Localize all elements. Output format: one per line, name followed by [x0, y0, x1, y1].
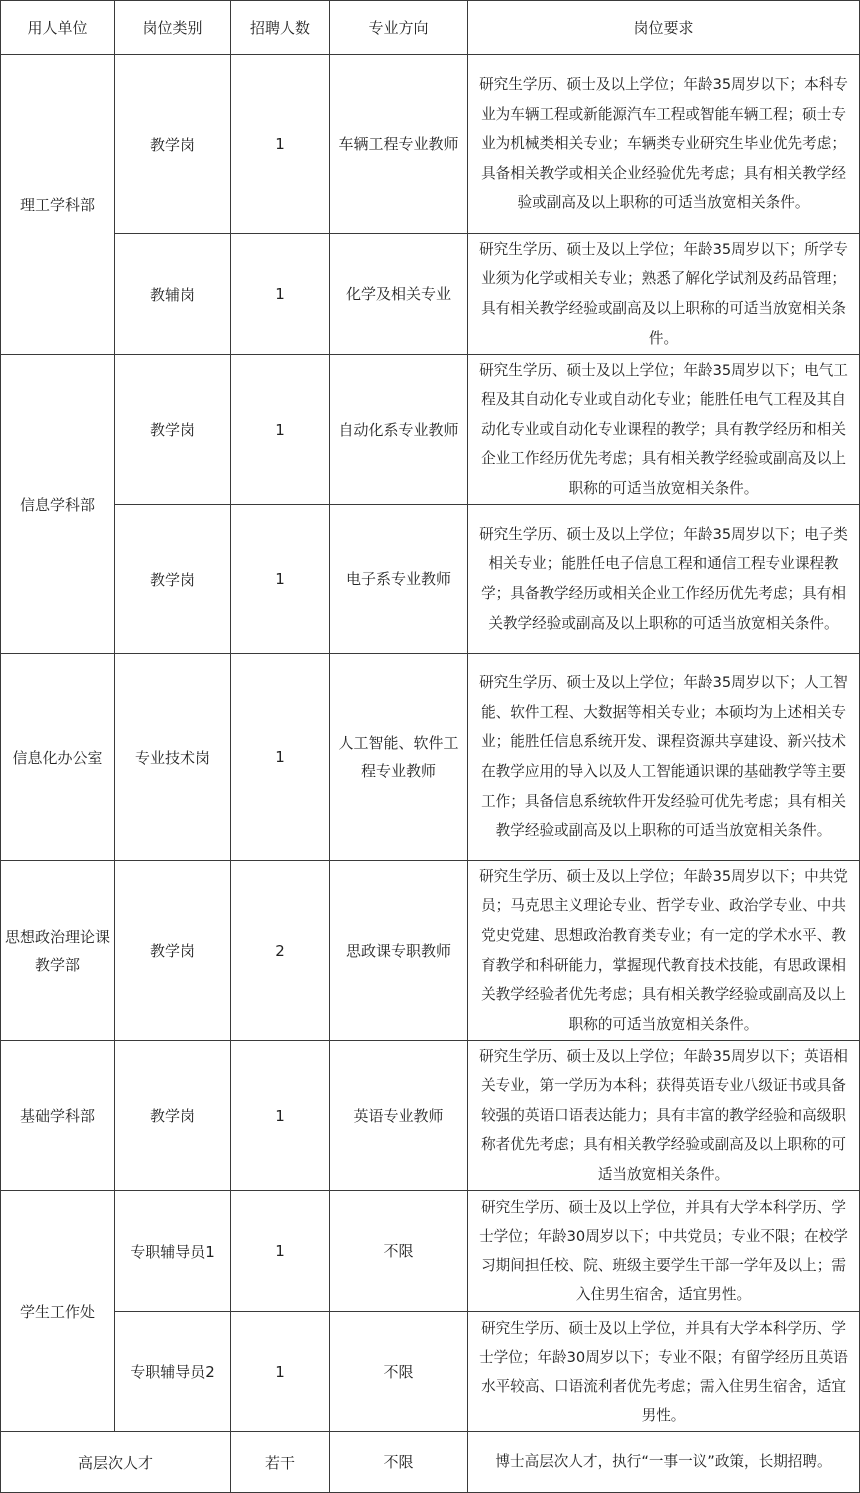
- category-cell: 教学岗: [115, 861, 231, 1041]
- category-cell: 教学岗: [115, 505, 231, 654]
- direction-cell: 车辆工程专业教师: [330, 55, 468, 234]
- direction-cell: 英语专业教师: [330, 1041, 468, 1191]
- requirement-cell: 研究生学历、硕士及以上学位；年龄35周岁以下；人工智能、软件工程、大数据等相关专业；本硕均为上述相关专业；能胜任信息系统开发、课程资源共享建设、新兴技术在教学应用的导入以及人工智能通识课的基础教学等主要工作；具备信息系统软件开发经验可优先考虑；具有相关教学经验或副高及以上职称的可适当放宽相关条件。: [468, 654, 860, 861]
- category-cell: 专业技术岗: [115, 654, 231, 861]
- table-row: [1, 1432, 860, 1493]
- direction-cell: 思政课专职教师: [330, 861, 468, 1041]
- direction-cell: 电子系专业教师: [330, 505, 468, 654]
- count-cell: 1: [231, 1191, 330, 1312]
- unit-cell: 理工学科部: [1, 55, 115, 355]
- unit-cell: 信息化办公室: [1, 654, 115, 861]
- direction-cell: 自动化系专业教师: [330, 355, 468, 505]
- count-cell: 2: [231, 861, 330, 1041]
- table-row: [1, 1191, 860, 1312]
- requirement-cell: 研究生学历、硕士及以上学位；年龄35周岁以下；中共党员；马克思主义理论专业、哲学专业、政治学专业、中共党史党建、思想政治教育类专业；有一定的学术水平、教育教学和科研能力，掌握现代教育技术技能，有思政课相关教学经验者优先考虑；具有相关教学经验或副高及以上职称的可适当放宽相关条件。: [468, 861, 860, 1041]
- table-row: [1, 505, 860, 654]
- header-requirement: 岗位要求: [468, 1, 860, 55]
- count-cell: 1: [231, 234, 330, 355]
- count-cell: 1: [231, 654, 330, 861]
- unit-cell: 基础学科部: [1, 1041, 115, 1191]
- table-row: [1, 1041, 860, 1191]
- category-cell: 教辅岗: [115, 234, 231, 355]
- requirement-cell: 研究生学历、硕士及以上学位，并具有大学本科学历、学士学位；年龄30周岁以下；中共党员；专业不限；在校学习期间担任校、院、班级主要学生干部一学年及以上；需入住男生宿舍，适宜男性。: [468, 1191, 860, 1312]
- direction-cell: 化学及相关专业: [330, 234, 468, 355]
- header-direction: 专业方向: [330, 1, 468, 55]
- header-count: 招聘人数: [231, 1, 330, 55]
- requirement-cell: 研究生学历、硕士及以上学位；年龄35周岁以下；英语相关专业，第一学历为本科；获得英语专业八级证书或具备较强的英语口语表达能力；具有丰富的教学经验和高级职称者优先考虑；具有相关教学经验或副高及以上职称的可适当放宽相关条件。: [468, 1041, 860, 1191]
- direction-cell: 不限: [330, 1191, 468, 1312]
- table-row: [1, 654, 860, 861]
- requirement-cell: 研究生学历、硕士及以上学位，并具有大学本科学历、学士学位；年龄30周岁以下；专业不限；有留学经历且英语水平较高、口语流利者优先考虑；需入住男生宿舍，适宜男性。: [468, 1312, 860, 1432]
- requirement-cell: 研究生学历、硕士及以上学位；年龄35周岁以下；本科专业为车辆工程或新能源汽车工程或智能车辆工程；硕士专业为机械类相关专业；车辆类专业研究生毕业优先考虑；具备相关教学或相关企业经验优先考虑；具有相关教学经验或副高及以上职称的可适当放宽相关条件。: [468, 55, 860, 234]
- count-cell: 1: [231, 505, 330, 654]
- category-cell: 教学岗: [115, 1041, 231, 1191]
- requirement-cell: 研究生学历、硕士及以上学位；年龄35周岁以下；电气工程及其自动化专业或自动化专业；能胜任电气工程及其自动化专业或自动化专业课程的教学；具有教学经历和相关企业工作经历优先考虑；具有相关教学经验或副高及以上职称的可适当放宽相关条件。: [468, 355, 860, 505]
- count-cell: 1: [231, 1312, 330, 1432]
- table-row: [1, 355, 860, 505]
- table-row: [1, 234, 860, 355]
- category-cell: 教学岗: [115, 55, 231, 234]
- category-cell: 专职辅导员1: [115, 1191, 231, 1312]
- requirement-cell: 研究生学历、硕士及以上学位；年龄35周岁以下；电子类相关专业；能胜任电子信息工程和通信工程专业课程教学；具备教学经历或相关企业工作经历优先考虑；具有相关教学经验或副高及以上职称的可适当放宽相关条件。: [468, 505, 860, 654]
- category-cell: 专职辅导员2: [115, 1312, 231, 1432]
- unit-cell: 高层次人才: [1, 1432, 231, 1493]
- category-cell: 教学岗: [115, 355, 231, 505]
- direction-cell: 不限: [330, 1312, 468, 1432]
- count-cell: 1: [231, 355, 330, 505]
- direction-cell: 人工智能、软件工程专业教师: [330, 654, 468, 861]
- unit-cell: 学生工作处: [1, 1191, 115, 1432]
- requirement-cell: 研究生学历、硕士及以上学位；年龄35周岁以下；所学专业须为化学或相关专业；熟悉了解化学试剂及药品管理；具有相关教学经验或副高及以上职称的可适当放宽相关条件。: [468, 234, 860, 355]
- table-row: [1, 861, 860, 1041]
- header-row: [1, 1, 860, 55]
- header-unit: 用人单位: [1, 1, 115, 55]
- direction-cell: 不限: [330, 1432, 468, 1493]
- count-cell: 1: [231, 55, 330, 234]
- table-row: [1, 1312, 860, 1432]
- count-cell: 若干: [231, 1432, 330, 1493]
- count-cell: 1: [231, 1041, 330, 1191]
- unit-cell: 信息学科部: [1, 355, 115, 654]
- requirement-cell: 博士高层次人才，执行“一事一议”政策，长期招聘。: [468, 1432, 860, 1493]
- header-category: 岗位类别: [115, 1, 231, 55]
- table-row: [1, 55, 860, 234]
- unit-cell: 思想政治理论课教学部: [1, 861, 115, 1041]
